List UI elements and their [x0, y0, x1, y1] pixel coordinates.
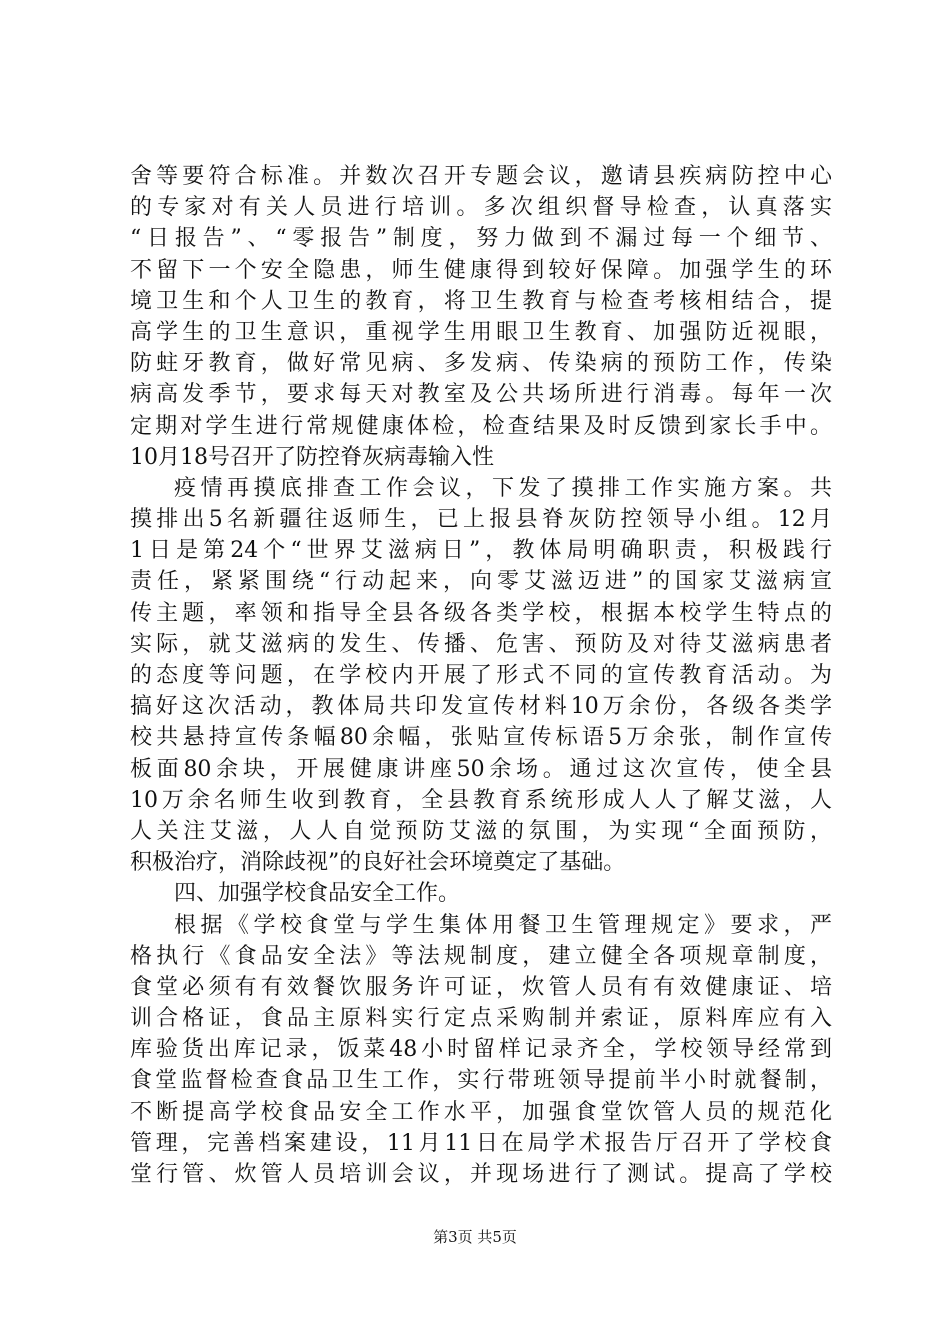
- text-line: 10万余名师生收到教育，全县教育系统形成人人了解艾滋，人: [130, 787, 832, 813]
- text-line: 10月18号召开了防控脊灰病毒输入性: [130, 444, 494, 470]
- text-line: 人关注艾滋，人人自觉预防艾滋的氛围，为实现“全面预防，: [130, 818, 832, 844]
- text-line: 舍等要符合标准。并数次召开专题会议，邀请县疾病防控中心: [130, 164, 832, 189]
- text-line: 食堂监督检查食品卫生工作，实行带班领导提前半小时就餐制，: [130, 1068, 832, 1094]
- text-line: 的专家对有关人员进行培训。多次组织督导检查，认真落实: [130, 195, 832, 221]
- text-line: 校共悬持宣传条幅80余幅，张贴宣传标语5万余张，制作宣传: [130, 725, 832, 751]
- text-line: 库验货出库记录，饭菜48小时留样记录齐全，学校领导经常到: [130, 1037, 832, 1063]
- paragraph-first-line: 根据《学校食堂与学生集体用餐卫生管理规定》要求，严: [174, 912, 832, 938]
- text-line: 训合格证，食品主原料实行定点采购制并索证，原料库应有入: [130, 1006, 832, 1032]
- text-line: 食堂必须有有效餐饮服务许可证，炊管人员有有效健康证、培: [130, 974, 832, 1000]
- text-line: 传主题，率领和指导全县各级各类学校，根据本校学生特点的: [130, 600, 832, 626]
- document-body: [130, 161, 832, 1190]
- page-number-footer: 第3页 共5页: [433, 1228, 517, 1246]
- text-line: 堂行管、炊管人员培训会议，并现场进行了测试。提高了学校: [130, 1162, 832, 1187]
- text-line: 板面80余块，开展健康讲座50余场。通过这次宣传，使全县: [130, 756, 832, 782]
- text-line: 实际，就艾滋病的发生、传播、危害、预防及对待艾滋病患者: [130, 631, 832, 657]
- text-line: 责任，紧紧围绕“行动起来，向零艾滋迈进”的国家艾滋病宣: [130, 569, 832, 595]
- text-line: 病高发季节，要求每天对教室及公共场所进行消毒。每年一次: [130, 382, 832, 408]
- text-line: 防蛀牙教育，做好常见病、多发病、传染病的预防工作，传染: [130, 351, 832, 377]
- text-line: 的态度等问题，在学校内开展了形式不同的宣传教育活动。为: [130, 663, 832, 688]
- section-heading: 四、加强学校食品安全工作。: [174, 881, 461, 907]
- text-line: 摸排出5名新疆往返师生，已上报县脊灰防控领导小组。12月: [130, 507, 832, 533]
- text-line: 1日是第24个“世界艾滋病日”，教体局明确职责，积极践行: [130, 538, 832, 564]
- text-line: 境卫生和个人卫生的教育，将卫生教育与检查考核相结合，提: [130, 288, 832, 314]
- text-line: “日报告”、“零报告”制度，努力做到不漏过每一个细节、: [130, 226, 832, 252]
- text-line: 不断提高学校食品安全工作水平，加强食堂饮管人员的规范化: [130, 1099, 832, 1125]
- text-line: 搞好这次活动，教体局共印发宣传材料10万余份，各级各类学: [130, 694, 832, 720]
- paragraph-first-line: 疫情再摸底排查工作会议，下发了摸排工作实施方案。共: [174, 475, 832, 501]
- text-line: 管理，完善档案建设，11月11日在局学术报告厅召开了学校食: [130, 1130, 832, 1156]
- text-line: 高学生的卫生意识，重视学生用眼卫生教育、加强防近视眼，: [130, 319, 832, 345]
- text-line: 积极治疗，消除歧视”的良好社会环境奠定了基础。: [130, 850, 626, 876]
- text-line: 定期对学生进行常规健康体检，检查结果及时反馈到家长手中。: [130, 413, 832, 439]
- text-line: 不留下一个安全隐患，师生健康得到较好保障。加强学生的环: [130, 257, 832, 283]
- text-line: 格执行《食品安全法》等法规制度，建立健全各项规章制度，: [130, 943, 832, 969]
